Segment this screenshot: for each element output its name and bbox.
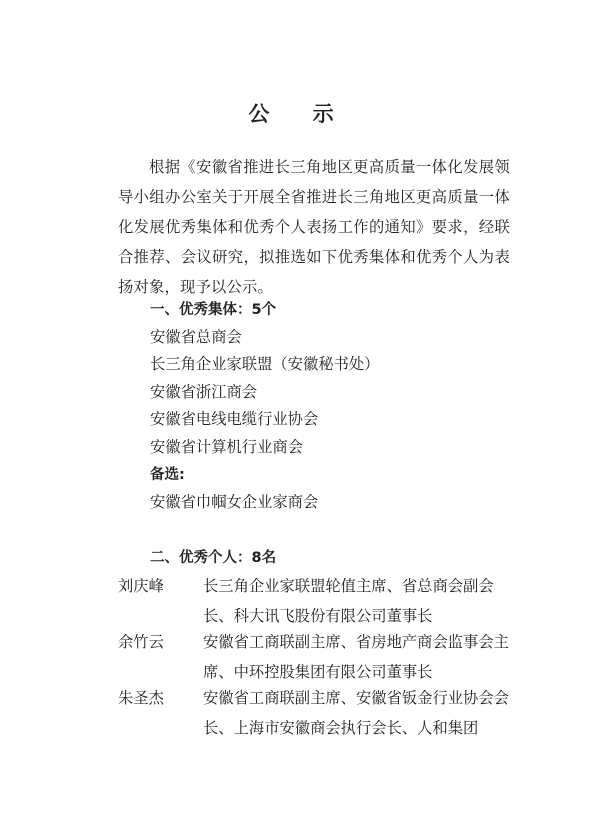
collective-item: 长三角企业家联盟（安徽秘书处） <box>150 355 380 373</box>
collective-item: 安徽省浙江商会 <box>150 383 258 401</box>
person-description: 安徽省工商联副主席、省房地产商会监事会主席、中环控股集团有限公司董事长 <box>203 633 509 681</box>
alternate-item: 安徽省巾帼女企业家商会 <box>150 493 319 511</box>
alternate-heading: 备选: <box>150 467 185 483</box>
collective-item: 安徽省电线电缆行业协会 <box>150 410 319 428</box>
person-description: 长三角企业家联盟轮值主席、省总商会副会长、科大讯飞股份有限公司董事长 <box>203 577 494 625</box>
person-name: 余竹云 <box>118 633 164 651</box>
page-title: 公 示 <box>248 102 352 126</box>
collective-item: 安徽省总商会 <box>150 328 242 346</box>
collectives-heading: 一、优秀集体：5个 <box>150 302 277 318</box>
person-name: 朱圣杰 <box>118 689 164 707</box>
intro-paragraph: 根据《安徽省推进长三角地区更高质量一体化发展领导小组办公室关于开展全省推进长三角地区更高质量一体化发展优秀集体和优秀个人表扬工作的通知》要求，经联合推荐、会议研究，拟推选如下优秀集体和优秀个人为表扬对象，现予以公示。 <box>118 158 510 296</box>
individuals-heading: 二、优秀个人：8名 <box>150 550 277 566</box>
collective-item: 安徽省计算机行业商会 <box>150 438 303 456</box>
person-name: 刘庆峰 <box>118 577 164 595</box>
person-description: 安徽省工商联副主席、安徽省钣金行业协会会长、上海市安徽商会执行会长、人和集团 <box>203 689 509 737</box>
